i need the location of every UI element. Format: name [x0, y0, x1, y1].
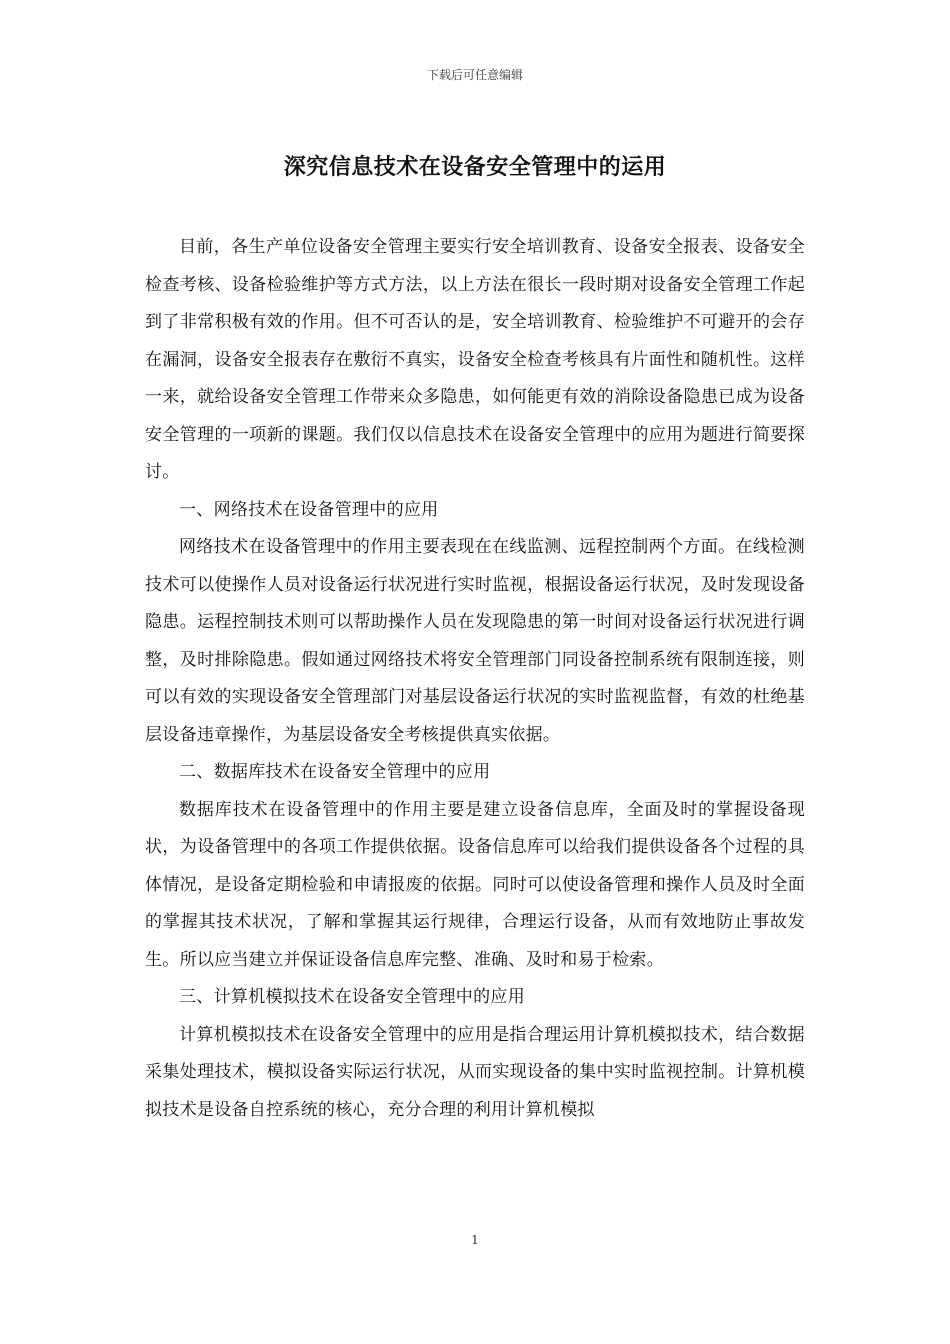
section-heading-database: 二、数据库技术在设备安全管理中的应用 [179, 762, 491, 782]
paragraph-database: 数据库技术在设备管理中的作用主要是建立设备信息库，全面及时的掌握设备现状，为设备管理中的各项工作提供依据。设备信息库可以给我们提供设备各个过程的具体情况，是设备定期检验和申请报废的依据。同时可以使设备管理和操作人员及时全面的掌握其技术状况，了解和掌握其运行规律，合理运行设备，从而有效地防止事故发生。所以应当建立并保证设备信息库完整、准确、及时和易于检索。 [145, 799, 805, 970]
page-header: 下载后可任意编辑 [426, 68, 523, 82]
page-number: 1 [471, 1233, 479, 1247]
document-body [145, 229, 805, 1129]
paragraph-intro: 目前，各生产单位设备安全管理主要实行安全培训教育、设备安全报表、设备安全检查考核、设备检验维护等方式方法，以上方法在很长一段时期对设备安全管理工作起到了非常积极有效的作用。但不可否认的是，安全培训教育、检验维护不可避开的会存在漏洞，设备安全报表存在敷衍不真实，设备安全检查考核具有片面性和随机性。这样一来，就给设备安全管理工作带来众多隐患，如何能更有效的消除设备隐患已成为设备安全管理的一项新的课题。我们仅以信息技术在设备安全管理中的应用为题进行简要探讨。 [145, 237, 805, 482]
section-heading-network: 一、网络技术在设备管理中的应用 [179, 499, 439, 520]
document-title: 深究信息技术在设备安全管理中的运用 [283, 154, 667, 180]
paragraph-simulation: 计算机模拟技术在设备安全管理中的应用是指合理运用计算机模拟技术，结合数据采集处理技术，模拟设备实际运行状况，从而实现设备的集中实时监视控制。计算机模拟技术是设备自控系统的核心，充分合理的利用计算机模拟 [145, 1024, 805, 1120]
section-heading-simulation: 三、计算机模拟技术在设备安全管理中的应用 [179, 987, 525, 1007]
paragraph-network: 网络技术在设备管理中的作用主要表现在在线监测、远程控制两个方面。在线检测技术可以使操作人员对设备运行状况进行实时监视，根据设备运行状况，及时发现设备隐患。运程控制技术则可以帮助操作人员在发现隐患的第一时间对设备运行状况进行调整，及时排除隐患。假如通过网络技术将安全管理部门同设备控制系统有限制连接，则可以有效的实现设备安全管理部门对基层设备运行状况的实时监视监督，有效的杜绝基层设备违章操作，为基层设备安全考核提供真实依据。 [145, 537, 805, 745]
